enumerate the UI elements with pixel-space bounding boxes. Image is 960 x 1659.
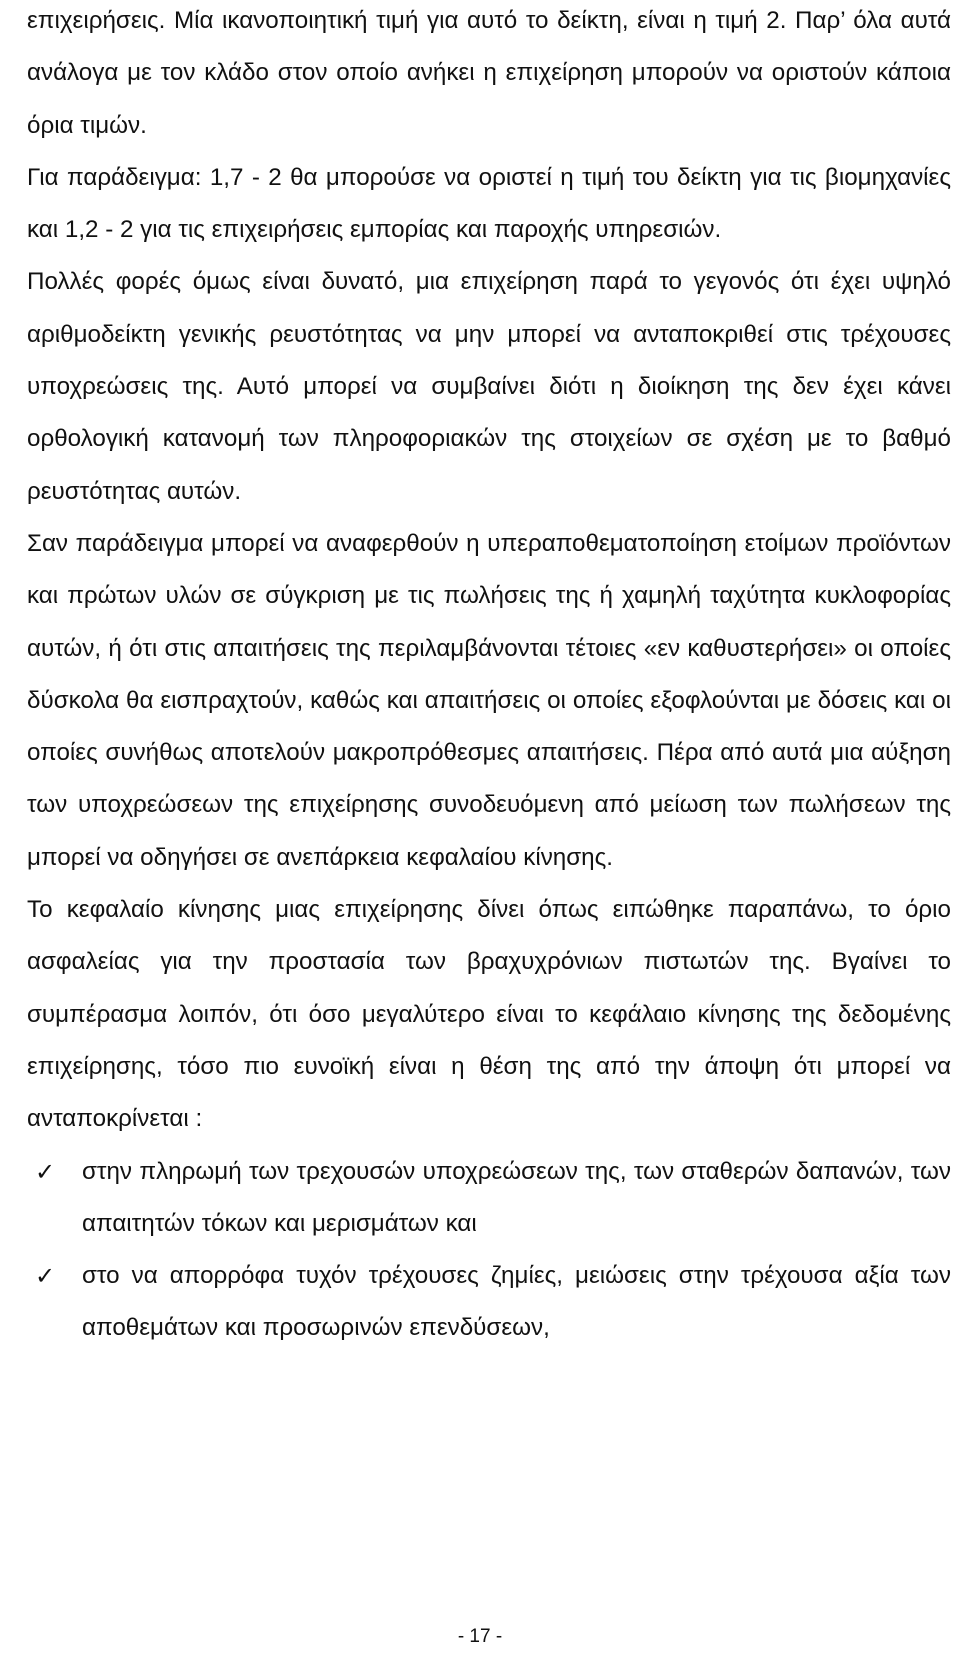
page-number: - 17 - bbox=[457, 1626, 503, 1647]
paragraph-5: Το κεφαλαίο κίνησης μιας επιχείρησης δίνει όπως ειπώθηκε παραπάνω, το όριο ασφαλείας για την προστασία των βραχυχρόνιων πιστωτών της. Βγαίνει το συμπέρασμα λοιπόν, ότι όσο μεγαλύτερο είναι το κεφάλαιο κίνησης της δεδομένης επιχείρησης, τόσο πιο ευνοϊκή είναι η θέση της από την άποψη ότι μπορεί να ανταποκρίνεται : bbox=[27, 896, 951, 1133]
document-body bbox=[27, 0, 951, 1355]
list-item bbox=[27, 1250, 951, 1355]
checkmark-list bbox=[27, 1146, 951, 1355]
list-item-text: στην πληρωμή των τρεχουσών υποχρεώσεων της, των σταθερών δαπανών, των απαιτητών τόκων και μερισμάτων και bbox=[82, 1157, 951, 1237]
checkmark-icon: ✓ bbox=[35, 1157, 56, 1186]
paragraph-4: Σαν παράδειγμα μπορεί να αναφερθούν η υπεραποθεματοποίηση ετοίμων προϊόντων και πρώτων υλών σε σύγκριση με τις πωλήσεις της ή χαμηλή ταχύτητα κυκλοφορίας αυτών, ή ότι στις απαιτήσεις της περιλαμβάνονται τέτοιες «εν καθυστερήσει» οι οποίες δύσκολα θα εισπραχτούν, καθώς και απαιτήσεις οι οποίες εξοφλούνται με δόσεις και οι οποίες συνήθως αποτελούν μακροπρόθεσμες απαιτήσεις. Πέρα από αυτά μια αύξηση των υποχρεώσεων της επιχείρησης συνοδευόμενη από μείωση των πωλήσεων της μπορεί να οδηγήσει σε ανεπάρκεια κεφαλαίου κίνησης. bbox=[27, 529, 951, 871]
paragraph-1: επιχειρήσεις. Μία ικανοποιητική τιμή για αυτό το δείκτη, είναι η τιμή 2. Παρ’ όλα αυτά ανάλογα με τον κλάδο στον οποίο ανήκει η επιχείρηση μπορούν να οριστούν κάποια όρια τιμών. bbox=[27, 7, 951, 139]
paragraph-2: Για παράδειγμα: 1,7 - 2 θα μπορούσε να οριστεί η τιμή του δείκτη για τις βιομηχανίες και 1,2 - 2 για τις επιχειρήσεις εμπορίας και παροχής υπηρεσιών. bbox=[27, 163, 951, 244]
list-item-text: στο να απορρόφα τυχόν τρέχουσες ζημίες, μειώσεις στην τρέχουσα αξία των αποθεμάτων και προσωρινών επενδύσεων, bbox=[82, 1262, 951, 1342]
checkmark-icon: ✓ bbox=[35, 1262, 56, 1291]
paragraph-3: Πολλές φορές όμως είναι δυνατό, μια επιχείρηση παρά το γεγονός ότι έχει υψηλό αριθμοδείκτη γενικής ρευστότητας να μην μπορεί να ανταποκριθεί στις τρέχουσες υποχρεώσεις της. Αυτό μπορεί να συμβαίνει διότι η διοίκηση της δεν έχει κάνει ορθολογική κατανομή των πληροφοριακών της στοιχείων σε σχέση με το βαθμό ρευστότητας αυτών. bbox=[27, 268, 951, 505]
list-item bbox=[27, 1146, 951, 1251]
